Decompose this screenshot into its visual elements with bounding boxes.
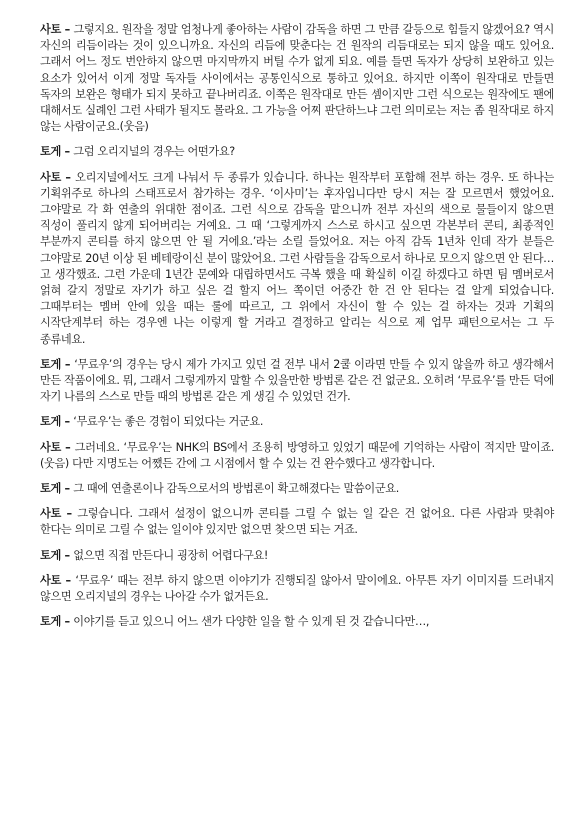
dialogue-text: 그러네요. ‘무료우’는 NHK의 BS에서 조용히 방영하고 있었기 때문에 기억하는 사람이 적지만 말이죠.(웃음) 다만 지명도는 어쨌든 간에 그 시점에서 할 수 있는 건 완수했다고 생각합니다. xyxy=(40,440,554,470)
speaker-separator: – xyxy=(60,357,75,371)
speaker-separator: – xyxy=(60,548,74,562)
speaker-name: 사토 xyxy=(40,507,61,521)
dialogue-text: 그럼 오리지널의 경우는 어떤가요? xyxy=(73,145,235,159)
dialogue-text: ‘무료우’ 때는 전부 하지 않으면 이야기가 진행되질 않아서 말이에요. 아무튼 자기 이미지를 드러내지 않으면 오리지널의 경우는 나아갈 수가 없거든요. xyxy=(40,573,554,604)
speaker-name: 사토 xyxy=(40,440,61,454)
dialogue-text: 그 때에 연출론이나 감독으로서의 방법론이 확고해졌다는 말씀이군요. xyxy=(73,482,399,496)
speaker-name: 토게 xyxy=(40,548,61,562)
speaker-name: 사토 xyxy=(40,573,61,587)
dialogue-text: 그렇습니다. 그래서 설정이 없으니까 콘티를 그릴 수 없는 일 같은 건 없어요. 다른 사람과 맞춰야 한다는 의미로 그릴 수 없는 일이야 있지만 없으면 찾으면 되는 거죠. xyxy=(40,507,554,537)
speaker-name: 사토 xyxy=(40,23,61,36)
speaker-separator: – xyxy=(60,482,74,496)
dialogue-text: ‘무료우’는 좋은 경험이 되었다는 거군요. xyxy=(73,415,264,429)
speaker-separator: – xyxy=(60,507,78,521)
dialogue-paragraph xyxy=(40,548,554,564)
speaker-name: 토게 xyxy=(40,615,61,629)
dialogue-text: 없으면 직접 만든다니 굉장히 어렵다구요! xyxy=(73,548,268,562)
speaker-name: 토게 xyxy=(40,145,61,159)
dialogue-paragraph xyxy=(40,440,554,472)
dialogue-text: 이야기를 듣고 있으니 어느 샌가 다양한 일을 할 수 있게 된 것 같습니다만…, xyxy=(73,615,430,629)
dialogue-paragraph xyxy=(40,144,554,160)
speaker-separator: – xyxy=(60,23,74,36)
dialogue-paragraph xyxy=(40,22,554,135)
dialogue-paragraph xyxy=(40,506,554,538)
dialogue-text: 그렇지요. 원작을 정말 엄청나게 좋아하는 사람이 감독을 하면 그 만큼 갈등으로 힘들지 않겠어요? 역시 자신의 리듬이라는 것이 있으니까요. 자신의 리듬에 맞춘다는 건 원작의 리듬대로는 되지 않을 때도 있어요. 그래서 어느 정도 번안하지 않으면 마지막까지 버틸 수가 없게 되요. 예를 들면 독자가 상당히 보완하고 있는 요소가 있어서 이게 정말 독자들 사이에서는 공통인식으로 통하고 있어요. 하지만 이쪽이 원작대로 만들면 독자의 보완은 형태가 되지 못하고 끝나버리죠. 이쪽은 원작대로 만든 셈이지만 그런 식으로는 원작에도 팬에 대해서도 실례인 그런 사태가 될지도 몰라요. 그 가능을 어찌 판단하느냐 그런 의미로는 저는 좀 원작대로 하지 않는 사람이군요.(웃음) xyxy=(40,23,554,134)
speaker-name: 토게 xyxy=(40,415,61,429)
dialogue-text: 오리지널에서도 크게 나눠서 두 종류가 있습니다. 하나는 원작부터 포함해 전부 하는 경우. 또 하나는 기획위주로 하나의 스태프로서 참가하는 경우. ‘이사미’는 후자입니다만 당시 저는 잘 모르면서 했었어요. 그야말로 각 화 연출의 위대한 점이죠. 그런 식으로 감독을 맡으니까 전부 자신의 색으로 물들이지 않으면 직성이 풀리지 않게 되어버리는 거예요. 그 때 ‘그렇게까지 스스로 하시고 싶으면 각본부터 콘티, 최종적인 부분까지 콘티를 하지 않으면 안 될 거에요.’라는 소릴 들었어요. 저는 아직 감독 1년차 인데 작가 분들은 그야말로 20년 이상 된 베테랑이신 분이 많았어요. 그런 사람들을 감독으로서 하나로 모으지 않으면 안 된다…고 생각했죠. 그런 가운데 1년간 문예와 대립하면서도 극복 했을 때 확실히 이길 하겠다고 하면 팀 멤버로서 얽혀 갈지 정말로 자기가 하고 싶은 걸 할지 어느 쪽이던 어중간 한 건 안 된다는 걸 알게 되었습니다. 그때부터는 멤버 안에 있을 때는 룰에 따르고, 그 위에서 자신이 할 수 있는 걸 하자는 것과 기획의 시작단계부터 하는 경우엔 나는 이렇게 할 거라고 결정하고 알리는 식으로 제 업무 패턴으로서는 그 두 종류네요. xyxy=(40,170,554,346)
speaker-separator: – xyxy=(60,415,74,429)
speaker-name: 토게 xyxy=(40,357,61,371)
speaker-separator: – xyxy=(60,440,75,454)
dialogue-paragraph xyxy=(40,573,554,605)
speaker-name: 토게 xyxy=(40,482,61,496)
speaker-separator: – xyxy=(60,615,74,629)
dialogue-text: ‘무료우’의 경우는 당시 제가 가지고 있던 걸 전부 내서 2쿨 이라면 만들 수 있지 않을까 하고 생각해서 만든 작품이에요. 뭐, 그래서 그렇게까지 말할 수 있을만한 방법론 같은 건 없군요. 오히려 ‘무료우’를 만든 덕에 자기 나름의 스스로 만들 때의 방법론 같은 게 생길 수 있었던 건가. xyxy=(40,357,554,404)
speaker-separator: – xyxy=(60,573,76,587)
speaker-separator: – xyxy=(60,145,74,159)
speaker-name: 사토 xyxy=(40,170,61,184)
speaker-separator: – xyxy=(60,170,76,184)
dialogue-paragraph xyxy=(40,357,554,406)
dialogue-paragraph xyxy=(40,614,554,630)
dialogue-paragraph xyxy=(40,170,554,348)
dialogue-paragraph xyxy=(40,414,554,430)
dialogue-paragraph xyxy=(40,481,554,497)
